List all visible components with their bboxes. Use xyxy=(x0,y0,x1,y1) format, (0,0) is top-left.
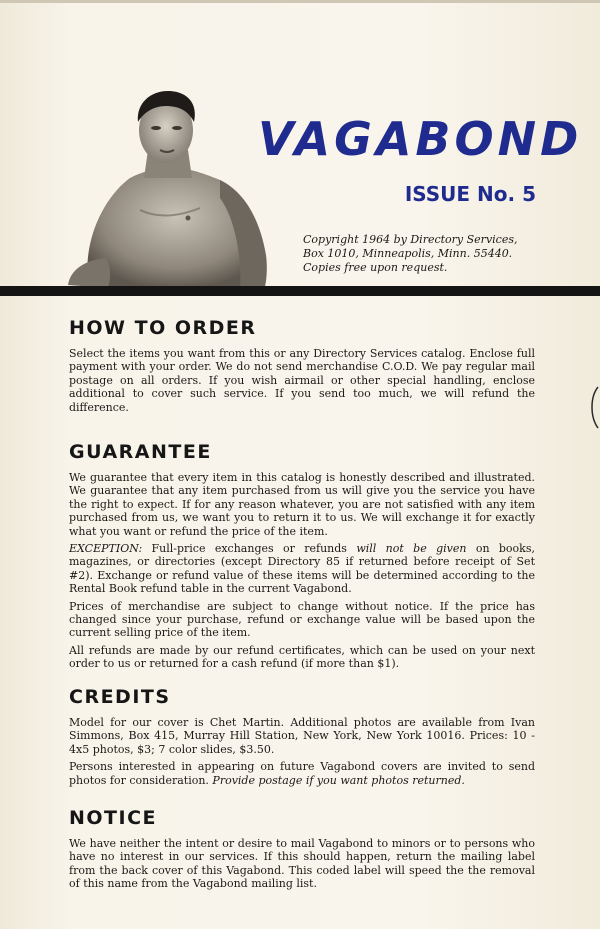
exception-label: EXCEPTION: xyxy=(69,542,143,556)
cover-model-photo xyxy=(60,80,280,290)
credits-section xyxy=(69,686,535,791)
copyright-line: Copies free upon request. xyxy=(303,261,448,274)
refund-paragraph: All refunds are made by our refund certificates, which can be used on your next order to us or returned for a cash refund (if more than $1). xyxy=(69,643,535,671)
how-to-order-heading: HOW TO ORDER xyxy=(69,317,257,339)
credits-model-paragraph: Model for our cover is Chet Martin. Additional photos are available from Ivan Simmons, Box 415, Murray Hill Station, New York, New York 10016. Prices: 10 - 4x5 photos, $3; 7 color slides, $3.50. xyxy=(69,716,535,756)
guarantee-paragraph: We guarantee that every item in this catalog is honestly described and illustrated. We guarantee that any item purchased from us will give you the service you have the right to expect. If for any reason whatever, you are not satisfied with any item purchased from us, we want you to return it to us. We will exchange it for exactly what you want or refund the price of the item. xyxy=(69,471,535,538)
credits-cover-paragraph xyxy=(69,760,535,787)
notice-heading: NOTICE xyxy=(69,807,158,829)
credits-postage-note: Provide postage if you want photos returned. xyxy=(212,773,465,787)
exception-text-b: on books, magazines, or directories (except Directory 85 if returned before receipt of Set #2). Exchange or refund value of these items will be determined according to the Rental Book refund table in the current Vagabond. xyxy=(69,542,535,596)
issue-number: ISSUE No. 5 xyxy=(404,182,536,206)
page-top-edge xyxy=(0,0,600,3)
copyright-line: Box 1010, Minneapolis, Minn. 55440. xyxy=(303,247,513,260)
copyright-line: Copyright 1964 by Directory Services, xyxy=(303,233,518,246)
page-edge-mark xyxy=(588,385,600,430)
price-change-paragraph: Prices of merchandise are subject to change without notice. If the price has changed since your purchase, refund or exchange value will be based upon the current selling price of the item. xyxy=(69,599,535,640)
notice-text: We have neither the intent or desire to mail Vagabond to minors or to persons who have no interest in our services. If this should happen, return the mailing label from the back cover of this Vagabond. This coded label will speed the the removal of this name from the Vagabond mailing list. xyxy=(69,837,535,891)
credits-heading: CREDITS xyxy=(69,686,171,708)
how-to-order-section xyxy=(69,317,535,418)
header-divider-bar xyxy=(0,286,600,296)
exception-paragraph xyxy=(69,542,535,596)
how-to-order-text: Select the items you want from this or any Directory Services catalog. Enclose full payment with your order. We do not send merchandise C.O.D. We pay regular mail postage on all orders. If you wish airmail or other special handling, enclose additional to cover such service. If you send too much, we will refund the difference. xyxy=(69,347,535,414)
credits-cover-text: Persons interested in appearing on future Vagabond covers are invited to send photos for consideration. xyxy=(69,760,535,787)
exception-emphasis: will not be given xyxy=(356,542,467,556)
notice-section xyxy=(69,807,535,895)
exception-text-a: Full-price exchanges or refunds xyxy=(142,542,357,556)
magazine-title: VAGABOND xyxy=(258,112,583,166)
copyright-notice xyxy=(303,233,543,275)
guarantee-heading: GUARANTEE xyxy=(69,441,212,463)
guarantee-section xyxy=(69,441,535,675)
